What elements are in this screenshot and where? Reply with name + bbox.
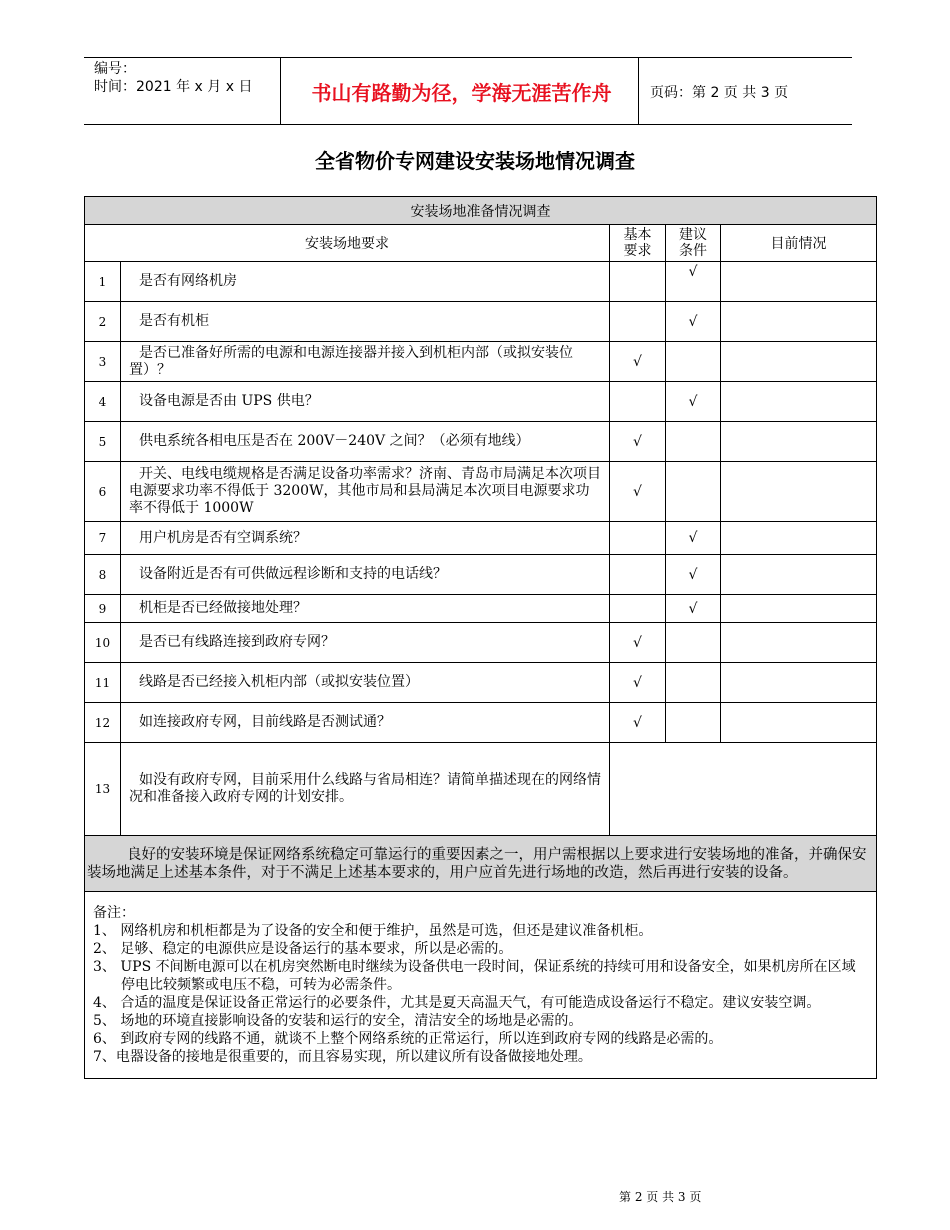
- row-question: 开关、电线电缆规格是否满足设备功率需求？济南、青岛市局满足本次项目电源要求功率不得低于 3200W，其他市局和县局满足本次项目电源要求功率不得低于 1000W: [121, 462, 610, 522]
- row-current-status: [721, 595, 877, 623]
- row-suggested-check: [666, 663, 721, 703]
- row-basic-check: √: [610, 703, 666, 743]
- remark-item: 1、 网络机房和机柜都是为了设备的安全和便于维护，虽然是可选，但还是建议准备机柜。: [93, 923, 653, 939]
- remark-item: 3、 UPS 不间断电源可以在机房突然断电时继续为设备供电一段时间，保证系统的持续可用和设备安全，如果机房所在区域停电比较频繁或电压不稳，可转为必需条件。: [93, 959, 856, 993]
- remark-item: 2、 足够、稳定的电源供应是设备运行的基本要求，所以是必需的。: [93, 941, 513, 957]
- header-divider: [638, 58, 639, 124]
- row-question: 如没有政府专网，目前采用什么线路与省局相连？请简单描述现在的网络情况和准备接入政府专网的计划安排。: [121, 743, 610, 836]
- remark-item: 6、 到政府专网的线路不通，就谈不上整个网络系统的正常运行，所以连到政府专网的线路是必需的。: [93, 1031, 723, 1047]
- row-basic-check: [610, 522, 666, 555]
- table-body: [85, 262, 877, 836]
- row-basic-check: [610, 555, 666, 595]
- row-question: 是否已有线路连接到政府专网？: [121, 623, 610, 663]
- row-suggested-check: √: [666, 595, 721, 623]
- header-requirement: 安装场地要求: [85, 225, 610, 262]
- table-row: [85, 623, 877, 663]
- row-basic-check: [610, 382, 666, 422]
- row-number: 10: [85, 623, 121, 663]
- table-row: [85, 663, 877, 703]
- remark-item: 7、电器设备的接地是很重要的，而且容易实现，所以建议所有设备做接地处理。: [93, 1049, 592, 1065]
- row-question: 设备电源是否由 UPS 供电？: [121, 382, 610, 422]
- row-current-status: [721, 422, 877, 462]
- table-row: [85, 422, 877, 462]
- serial-number-label: 编号：: [94, 61, 136, 77]
- row-current-status: [721, 342, 877, 382]
- row-current-status: [721, 555, 877, 595]
- row-current-status: [721, 462, 877, 522]
- notice-row: [85, 836, 877, 892]
- remarks-cell: [85, 892, 877, 1079]
- page-header: [84, 57, 852, 125]
- row-question: 线路是否已经接入机柜内部（或拟安装位置）: [121, 663, 610, 703]
- row-current-status: [721, 663, 877, 703]
- table-row: [85, 522, 877, 555]
- remarks-title: 备注：: [93, 905, 135, 921]
- survey-table: [84, 196, 877, 1079]
- header-motto: 书山有路勤为径，学海无涯苦作舟: [311, 80, 612, 105]
- row-number: 6: [85, 462, 121, 522]
- row-basic-check: [610, 302, 666, 342]
- row-current-status: [721, 302, 877, 342]
- row-number: 9: [85, 595, 121, 623]
- notice-text: 良好的安装环境是保证网络系统稳定可靠运行的重要因素之一，用户需根据以上要求进行安装场地的准备，并确保安装场地满足上述基本条件，对于不满足上述基本要求的，用户应首先进行场地的改造，然后再进行安装的设备。: [85, 836, 877, 892]
- page-title: 全省物价专网建设安装场地情况调查: [315, 149, 635, 173]
- row-number: 12: [85, 703, 121, 743]
- row-basic-check: [610, 595, 666, 623]
- row-question: 是否已准备好所需的电源和电源连接器并接入到机柜内部（或拟安装位置）？: [121, 342, 610, 382]
- row-question: 设备附近是否有可供做远程诊断和支持的电话线？: [121, 555, 610, 595]
- row-suggested-check: √: [666, 522, 721, 555]
- row-suggested-check: √: [666, 262, 721, 302]
- table-row: [85, 743, 877, 836]
- row-number: 11: [85, 663, 121, 703]
- header-info: [94, 60, 252, 96]
- header-suggested: 建议条件: [666, 225, 721, 262]
- table-row: [85, 595, 877, 623]
- row-basic-check: [610, 262, 666, 302]
- row-basic-check: √: [610, 663, 666, 703]
- row-suggested-check: [666, 342, 721, 382]
- row-suggested-check: [666, 703, 721, 743]
- row-number: 1: [85, 262, 121, 302]
- table-row: [85, 262, 877, 302]
- row-question: 如连接政府专网，目前线路是否测试通？: [121, 703, 610, 743]
- table-row: [85, 462, 877, 522]
- row-question: 机柜是否已经做接地处理？: [121, 595, 610, 623]
- section-title-row: [85, 197, 877, 225]
- row-suggested-check: [666, 422, 721, 462]
- row-number: 7: [85, 522, 121, 555]
- row-basic-check: √: [610, 422, 666, 462]
- row-suggested-check: √: [666, 302, 721, 342]
- row-number: 4: [85, 382, 121, 422]
- table-row: [85, 703, 877, 743]
- row-number: 13: [85, 743, 121, 836]
- table-row: [85, 555, 877, 595]
- section-title: 安装场地准备情况调查: [85, 197, 877, 225]
- row-suggested-check: [666, 462, 721, 522]
- row-current-status: [721, 703, 877, 743]
- row-question: 是否有网络机房: [121, 262, 610, 302]
- remark-item: 4、 合适的温度是保证设备正常运行的必要条件，尤其是夏天高温天气，有可能造成设备运行不稳定。建议安装空调。: [93, 995, 821, 1011]
- header-divider: [280, 58, 281, 124]
- row-suggested-check: √: [666, 555, 721, 595]
- row-question: 用户机房是否有空调系统？: [121, 522, 610, 555]
- table-row: [85, 342, 877, 382]
- row-question: 供电系统各相电压是否在 200V－240V 之间？（必须有地线）: [121, 422, 610, 462]
- remark-item: 5、 场地的环境直接影响设备的安装和运行的安全，清洁安全的场地是必需的。: [93, 1013, 583, 1029]
- table-row: [85, 302, 877, 342]
- header-page-number: 页码：第 2 页 共 3 页: [650, 85, 789, 101]
- row-number: 3: [85, 342, 121, 382]
- row-suggested-check: [666, 623, 721, 663]
- row-basic-check: √: [610, 462, 666, 522]
- remarks-row: [85, 892, 877, 1079]
- page-footer: 第 2 页 共 3 页: [619, 1190, 702, 1204]
- row-current-status: [721, 382, 877, 422]
- row-current-status: [721, 522, 877, 555]
- header-current: 目前情况: [721, 225, 877, 262]
- table-row: [85, 382, 877, 422]
- row-current-status: [610, 743, 877, 836]
- row-number: 5: [85, 422, 121, 462]
- row-basic-check: √: [610, 623, 666, 663]
- row-current-status: [721, 623, 877, 663]
- remarks-list: [93, 922, 868, 1066]
- header-basic: 基本要求: [610, 225, 666, 262]
- row-number: 2: [85, 302, 121, 342]
- row-question: 是否有机柜: [121, 302, 610, 342]
- row-current-status: [721, 262, 877, 302]
- row-number: 8: [85, 555, 121, 595]
- row-suggested-check: √: [666, 382, 721, 422]
- row-basic-check: √: [610, 342, 666, 382]
- time-label: 时间：2021 年 x 月 x 日: [94, 79, 253, 95]
- header-row: [85, 225, 877, 262]
